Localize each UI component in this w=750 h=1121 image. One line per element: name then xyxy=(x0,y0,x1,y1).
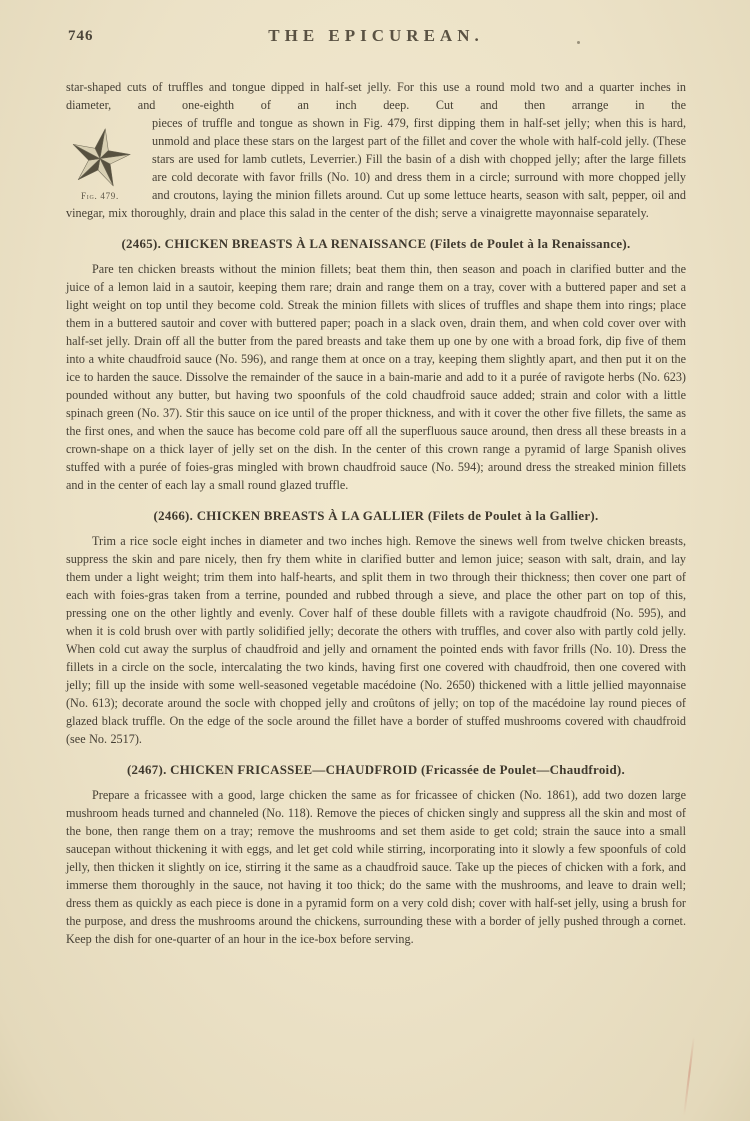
recipe-2467 xyxy=(66,763,686,948)
scan-crease xyxy=(683,1036,695,1116)
figure-caption: Fig. 479. xyxy=(81,191,119,201)
recipe-2465-heading: (2465). CHICKEN BREASTS À LA RENAISSANCE (Filets de Poulet à la Renaissance). xyxy=(121,237,631,251)
intro-section xyxy=(66,78,686,222)
recipe-2466-heading: (2466). CHICKEN BREASTS À LA GALLIER (Filets de Poulet à la Gallier). xyxy=(153,509,599,523)
recipe-2465 xyxy=(66,237,686,494)
figure-479 xyxy=(56,116,144,201)
intro-paragraph-part1: star-shaped cuts of truffles and tongue dipped in half-set jelly. For this use a round mold two and a quarter inches in diameter, and one-eighth of an inch deep. Cut and then arrange in the xyxy=(66,80,686,112)
recipe-2467-heading: (2467). CHICKEN FRICASSEE—CHAUDFROID (Fricassée de Poulet—Chaudfroid). xyxy=(126,763,626,777)
star-icon xyxy=(67,124,133,188)
recipe-2466-body: Trim a rice socle eight inches in diameter and two inches high. Remove the sinews well from twelve chicken breasts, suppress the skin and pare nicely, then fry them white in clarified butter and lemon juice; season with salt, drain, and lay them under a light weight; trim them into half-hearts, and split them in two through their thickness; then cover one part of each with foies-gras taken from a terrine, pounded and rubbed through a sieve, and place the other part on top of this, pressing one on the other lightly and evenly. Cover half of these double fillets with a ravigote chaudfroid (No. 595), and when it is cold brush over with partly solidified jelly; decorate the others with truffles, and cover also with partly cold jelly. When cold cut away the surplus of chaudfroid and jelly and ornament the pointed ends with favor frills (No. 10). Dress the fillets in a circle on the socle, intercalating the two kinds, having first one covered with chaudfroid, then one covered with jelly; fill up the inside with some well-seasoned vegetable macédoine (No. 2650) thickened with a little jellied mayonnaise (No. 613); decorate around the socle with chopped jelly and croûtons of jelly; on top of the macédoine lay round pieces of glazed black truffle. On the edge of the socle around the fillet have a border of stuffed mushrooms covered with chaudfroid (see No. 2517). xyxy=(66,534,686,746)
intro-wrap-block xyxy=(66,114,686,222)
page-header xyxy=(66,26,686,50)
recipe-2465-body: Pare ten chicken breasts without the minion fillets; beat them thin, then season and poach in clarified butter and the juice of a lemon laid in a sautoir, keeping them rare; drain and range them on a tray, cover with a buttered paper and set a light weight on top until they become cold. Streak the minion fillets with slices of truffles and shape them into rings; place them in a buttered sautoir and cover with buttered paper; poach in a slack oven, drain them, and when cold cover over with half-set jelly. Drain off all the butter from the pared breasts and take them up one by one with a broad fork, dip five of them into a white chaudfroid sauce (No. 596), and range them at once on a tray, keeping them slightly apart, and then put it on the ice to harden the sauce. Dissolve the remainder of the sauce in a bain-marie and add to it a purée of ravigote herbs (No. 623) pounded without any butter, but having two spoonfuls of the cold chaudfroid sauce added; strain and color with a little spinach green (No. 37). Stir this sauce on ice until of the proper thickness, and with it cover the other five fillets, the same as the first ones, and when the sauce has become cold pare off all the superfluous sauce around, then dress all these breasts in a crown-shape on a thick layer of jelly set on the dish. In the center of this crown range a pyramid of large Spanish olives stuffed with a purée of foies-gras mingled with brown chaudfroid sauce (No. 594); around dress the streaked minion fillets and in the center of each lay a small round glazed truffle. xyxy=(66,262,686,492)
recipe-2466 xyxy=(66,509,686,748)
recipe-2467-body: Prepare a fricassee with a good, large chicken the same as for fricassee of chicken (No. 1861), add two dozen large mushroom heads turned and channeled (No. 118). Remove the pieces of chicken singly and suppress all the skin and most of the bone, then range them on a tray; remove the mushrooms and set them aside to get cold; strain the sauce into a small saucepan without thickening it with eggs, and let get cold while stirring, incorporating into it slowly a few spoonfuls of cold jelly, then thicken it slightly on ice, stirring it the same as a chaudfroid sauce. Take up the pieces of chicken with a fork, and immerse them thoroughly in the sauce, not having it too thick; do the same with the mushrooms, and leave to drain well; dress them as quickly as each piece is done in a pyramid form on a very cold dish; cover with half-set jelly, using a brush for the purpose, and dress the mushrooms around the chickens, surrounding these with a border of jelly pushed through a cornet. Keep the dish for one-quarter of an hour in the ice-box before serving. xyxy=(66,788,686,946)
page-number: 746 xyxy=(68,28,94,44)
intro-paragraph-part2: pieces of truffle and tongue as shown in Fig. 479, first dipping them in half-set jelly; when this is hard, unmold and place these stars on the largest part of the fillet and cover the whole with half-cold jelly. (These stars are used for lamb cutlets, Leverrier.) Fill the basin of a dish with chopped jelly; after the large fillets are cold decorate with favor frills (No. 10) and dress them in a circle; surround with more chopped jelly and croutons, laying the minion fillets around. Cut up some lettuce hearts, season with salt, pepper, oil and vinegar, mix thoroughly, drain and place this salad in the center of the dish; serve a vinaigrette mayonnaise separately. xyxy=(66,116,686,220)
page-title: THE EPICUREAN. xyxy=(268,26,484,45)
